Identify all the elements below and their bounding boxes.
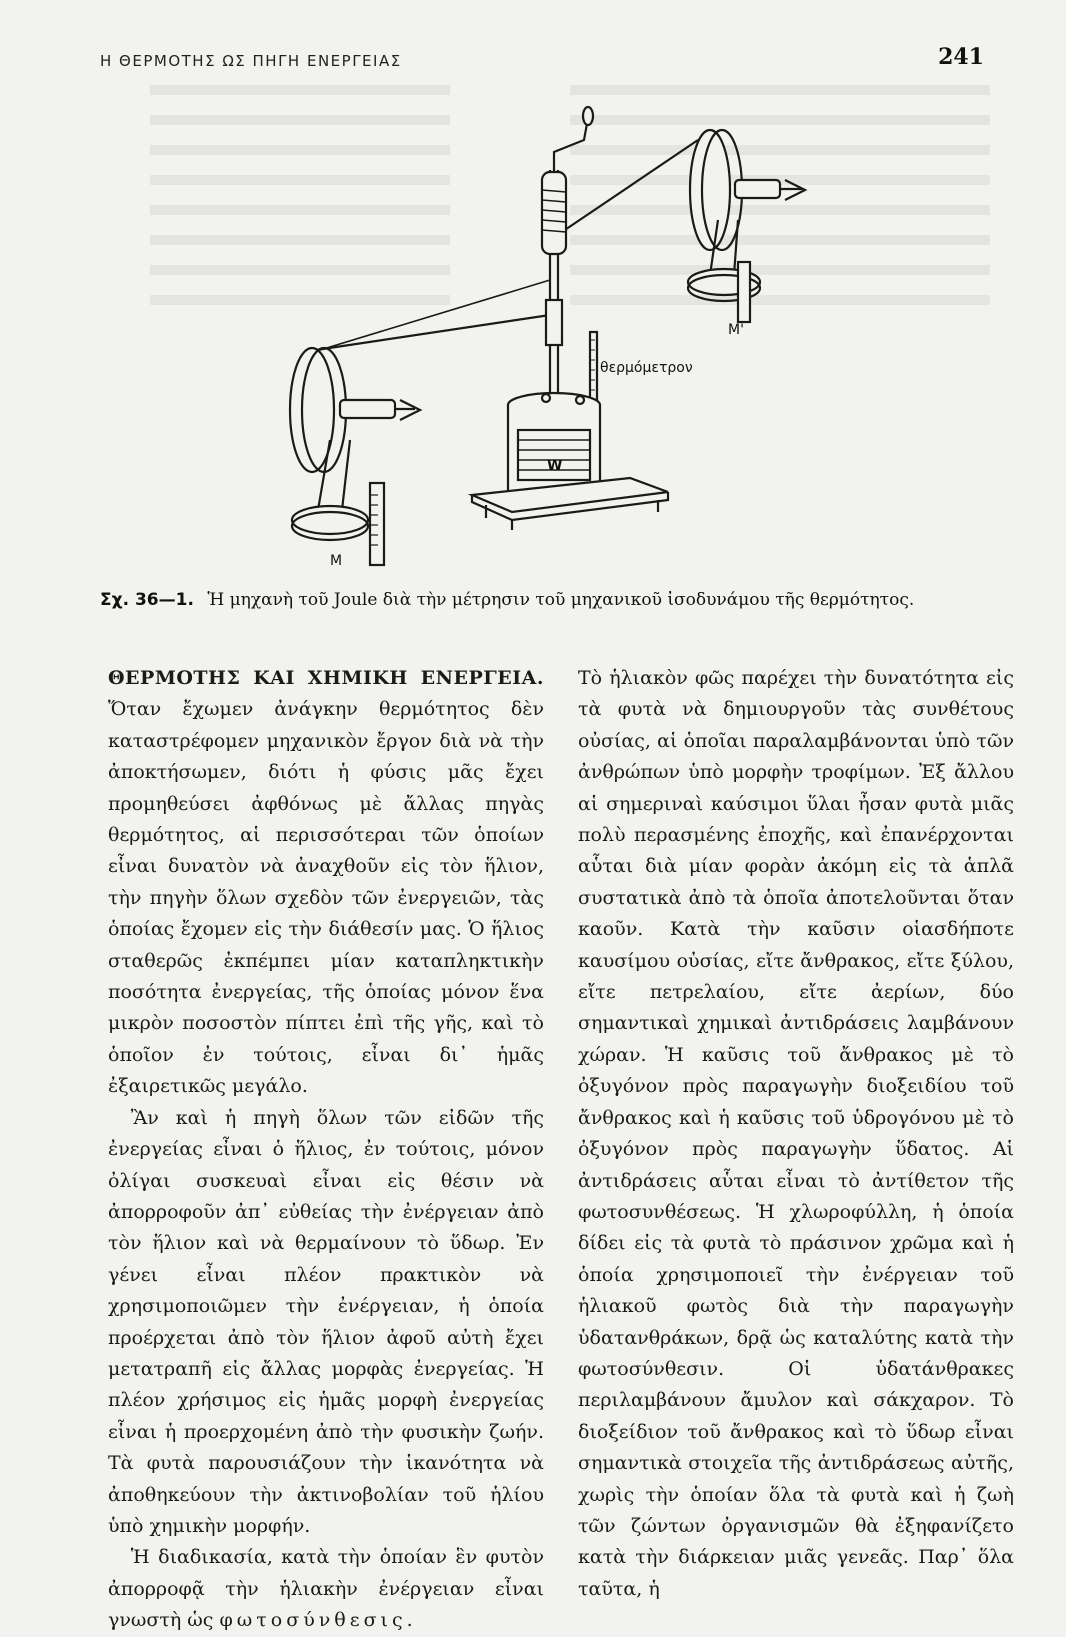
section-heading: ΘΕΡΜΟΤΗΣ ΚΑΙ ΧΗΜΙΚΗ ΕΝΕΡΓΕΙΑ.: [108, 667, 544, 689]
left-paragraph-1: [108, 663, 544, 1103]
right-axle: [735, 180, 780, 198]
right-paragraph-1: Τὸ ἡλιακὸν φῶς παρέχει τὴν δυνατότητα εἰς τὰ φυτὰ νὰ δημιουργοῦν τὰς συνθέτους οὐσίας, αἱ ὁποῖαι παραλαμβάνονται ὑπὸ τῶν ἀνθρώπων ὑπὸ μορφὴν τροφίμων. Ἐξ ἄλλου αἱ σημεριναὶ καύσιμοι ὕλαι ἦσαν φυτὰ μιᾶς πολὺ περασμένης ἐποχῆς, καὶ ἐπανέρχονται αὗται διὰ μίαν φορὰν ἀκόμη εἰς τὰ ἁπλᾶ συστατικὰ ἀπὸ τὰ ὁποῖα ἀποτελοῦνται ὅταν καοῦν. Κατὰ τὴν καῦσιν οἱασδήποτε καυσίμου οὐσίας, εἴτε ἄνθρακος, εἴτε ξύλου, εἴτε πετρελαίου, εἴτε ἀερίων, δύο σημαντικαὶ χημικαὶ ἀντιδράσεις λαμβάνουν χώραν. Ἡ καῦσις τοῦ ἄνθρακος μὲ τὸ ὀξυγόνον πρὸς παραγωγὴν διοξειδίου τοῦ ἄνθρακος καὶ ἡ καῦσις τοῦ ὑδρογόνου μὲ τὸ ὀξυγόνον πρὸς παραγωγὴν ὕδατος. Αἱ ἀντιδράσεις αὗται εἶναι τὸ ἀντίθετον τῆς φωτοσυνθέσεως. Ἡ χλωροφύλλη, ἡ ὁποία δίδει εἰς τὰ φυτὰ τὸ πράσινον χρῶμα καὶ ἡ ὁποία χρησιμοποιεῖ τὴν ἐνέργειαν τοῦ ἡλιακοῦ φωτὸς διὰ τὴν παραγωγὴν ὑδατανθράκων, δρᾷ ὡς καταλύτης κατὰ τὴν φωτοσύνθεσιν. Οἱ ὑδατάνθρακες περιλαμβάνουν ἄμυλον καὶ σάκχαρον. Τὸ διοξείδιον τοῦ ἄνθρακος καὶ τὸ ὕδωρ εἶναι σημαντικὰ στοιχεῖα τῆς ἀντιδράσεως αὐτῆς, χωρὶς τὴν ὁποίαν ὅλα τὰ φυτὰ καὶ ἡ ζωὴ τῶν ζώντων ὀργανισμῶν θὰ ἐξηφανίζετο κατὰ τὴν διάρκειαν μιᾶς γενεᾶς. Παρ᾽ ὅλα ταῦτα, ἡ: [578, 667, 1014, 1600]
crank-handle: [554, 118, 588, 172]
photosynthesis-term: φωτοσύνθεσις.: [219, 1609, 417, 1632]
left-axle: [340, 400, 395, 418]
label-thermometer: θερμόμετρον: [600, 360, 693, 376]
joule-apparatus-drawing: [250, 100, 830, 570]
label-m-left: M: [330, 553, 343, 569]
page-number: 241: [938, 44, 984, 70]
left-paragraph-1-text: Ὅταν ἔχωμεν ἀνάγκην θερμότητος δὲν καταστρέφομεν μηχανικὸν ἔργον διὰ νὰ τὴν ἀποκτήσωμεν, διότι ἡ φύσις μᾶς ἔχει προμηθεύσει ἀφθόνως μὲ ἄλλας πηγὰς θερμότητος, αἱ περισσότεραι τῶν ὁποίων εἶναι δυνατὸν νὰ ἀναχθοῦν εἰς τὸν ἥλιον, τὴν πηγὴν ὅλων σχεδὸν τῶν ἐνεργειῶν, τὰς ὁποίας ἔχομεν εἰς τὴν διάθεσίν μας. Ὁ ἥλιος σταθερῶς ἐκπέμπει μίαν καταπληκτικὴν ποσότητα ἐνεργείας, τῆς ὁποίας μόνον ἕνα μικρὸν ποσοστὸν πίπτει ἐπὶ τῆς γῆς, καὶ τὸ ὁποῖον ἐν τούτοις, εἶναι δι᾽ ἡμᾶς ἐξαιρετικῶς μεγάλο.: [108, 698, 544, 1098]
right-scale: [738, 262, 750, 322]
figure-caption: [100, 590, 1000, 610]
label-m-right: M': [728, 322, 744, 338]
joule-apparatus-figure: [250, 100, 830, 570]
left-column: [108, 663, 544, 1637]
string-right: [550, 140, 698, 240]
right-column: [578, 663, 1014, 1605]
figure-caption-text: Ἡ μηχανὴ τοῦ Joule διὰ τὴν μέτρησιν τοῦ μηχανικοῦ ἰσοδυνάμου τῆς θερμότητος.: [207, 590, 915, 610]
left-paragraph-3-text: Ἡ διαδικασία, κατὰ τὴν ὁποίαν ἓν φυτὸν ἀπορροφᾷ τὴν ἡλιακὴν ἐνέργειαν εἶναι γνωστὴ ὡς: [108, 1546, 544, 1632]
figure-caption-label: Σχ. 36—1.: [100, 590, 194, 610]
left-paragraph-3: [108, 1542, 544, 1636]
running-title: Η ΘΕΡΜΟΤΗΣ ΩΣ ΠΗΓΗ ΕΝΕΡΓΕΙΑΣ: [100, 52, 402, 70]
left-paragraph-2: Ἂν καὶ ἡ πηγὴ ὅλων τῶν εἰδῶν τῆς ἐνεργείας εἶναι ὁ ἥλιος, ἐν τούτοις, μόνον ὀλίγαι συσκευαὶ εἶναι εἰς θέσιν νὰ ἀπορροφοῦν ἀπ᾽ εὐθείας τὴν ἐνέργειαν ἀπὸ τὸν ἥλιον καὶ νὰ θερμαίνουν τὸ ὕδωρ. Ἐν γένει εἶναι πλέον πρακτικὸν νὰ χρησιμοποιῶμεν τὴν ἐνέργειαν, ἡ ὁποία προέρχεται ἀπὸ τὸν ἥλιον ἀφοῦ αὐτὴ ἔχει μετατραπῆ εἰς ἄλλας μορφὰς ἐνεργείας. Ἡ πλέον χρήσιμος εἰς ἡμᾶς μορφὴ ἐνεργείας εἶναι ἡ προερχομένη ἀπὸ τὴν φυσικὴν ζωήν. Τὰ φυτὰ παρουσιάζουν τὴν ἱκανότητα νὰ ἀποθηκεύουν τὴν ἀκτινοβολίαν τοῦ ἡλίου ὑπὸ χημικὴν μορφήν.: [108, 1106, 544, 1537]
spindle-roller: [542, 172, 566, 254]
label-w: W: [547, 458, 563, 474]
right-pulley: [690, 130, 730, 250]
string-left: [316, 315, 550, 350]
